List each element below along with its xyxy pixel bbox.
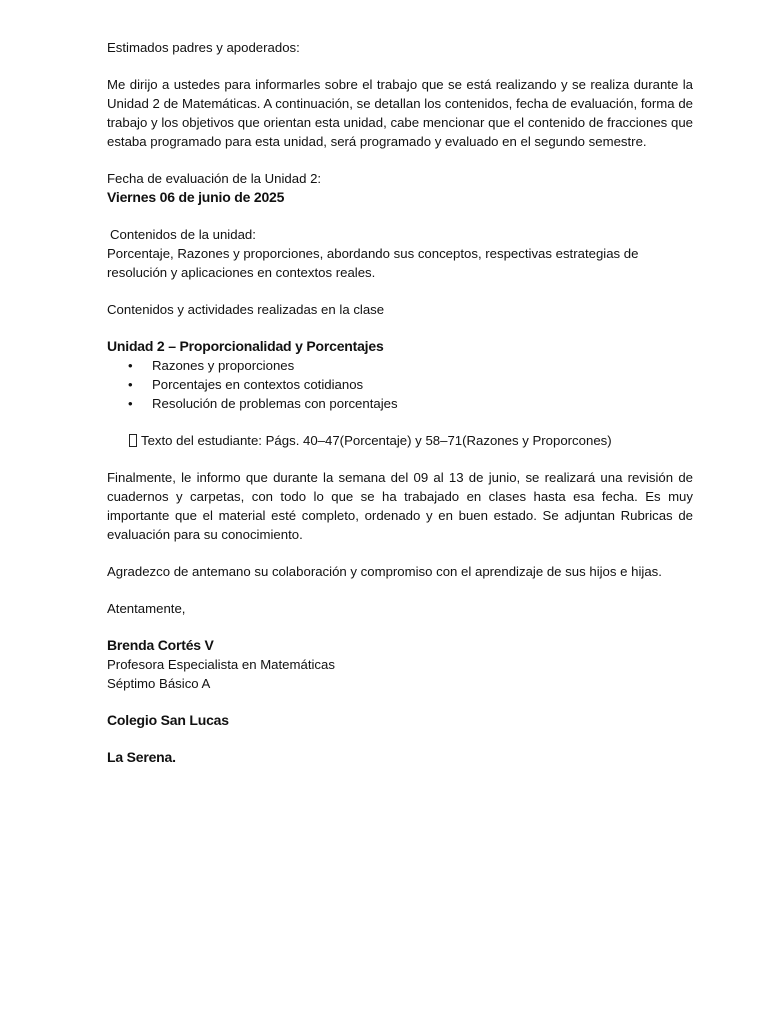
bullet-icon: • <box>128 358 133 373</box>
book-icon <box>129 434 137 447</box>
thanks-paragraph: Agradezco de antemano su colaboración y compromiso con el aprendizaje de sus hijos e hijas. <box>107 564 662 579</box>
topic-text: Porcentajes en contextos cotidianos <box>152 377 364 392</box>
unit-title: Unidad 2 – Proporcionalidad y Porcentajes <box>107 338 384 354</box>
signer-class: Séptimo Básico A <box>107 676 211 691</box>
review-paragraph: Finalmente, le informo que durante la semana del 09 al 13 de junio, se realizará una revisión de cuadernos y carpetas, con todo lo que se ha trabajado en clases hasta esa fecha. Es muy importante que el material esté completo, ordenado y en buen estado. Se adjuntan Rubricas de evaluación para su conocimiento. <box>107 470 693 542</box>
letter-document <box>107 38 693 767</box>
topics-list <box>107 356 693 413</box>
closing: Atentamente, <box>107 601 186 616</box>
signer-name: Brenda Cortés V <box>107 637 214 653</box>
evaluation-label: Fecha de evaluación de la Unidad 2: <box>107 171 322 186</box>
list-item <box>107 394 693 413</box>
greeting: Estimados padres y apoderados: <box>107 40 300 55</box>
list-item <box>107 356 693 375</box>
textbook-line <box>107 431 693 450</box>
signer-role: Profesora Especialista en Matemáticas <box>107 657 335 672</box>
contents-text: Porcentaje, Razones y proporciones, abordando sus conceptos, respectivas estrategias de resolución y aplicaciones en contextos reales. <box>107 246 639 280</box>
intro-paragraph: Me dirijo a ustedes para informarles sobre el trabajo que se está realizando y se realiza durante la Unidad 2 de Matemáticas. A continuación, se detallan los contenidos, fecha de evaluación, forma de trabajo y los objetivos que orientan esta unidad, cabe mencionar que el contenido de fracciones que estaba programado para esta unidad, será programado y evaluado en el segundo semestre. <box>107 77 693 149</box>
list-item <box>107 375 693 394</box>
topic-text: Razones y proporciones <box>152 358 295 373</box>
evaluation-date: Viernes 06 de junio de 2025 <box>107 189 285 205</box>
bullet-icon: • <box>128 396 133 411</box>
topic-text: Resolución de problemas con porcentajes <box>152 396 398 411</box>
contents-label: Contenidos de la unidad: <box>110 227 256 242</box>
school-name: Colegio San Lucas <box>107 712 229 728</box>
textbook-text: Texto del estudiante: Págs. 40–47(Porcentaje) y 58–71(Razones y Proporcones) <box>141 433 612 448</box>
city-name: La Serena. <box>107 749 176 765</box>
bullet-icon: • <box>128 377 133 392</box>
activities-label: Contenidos y actividades realizadas en la clase <box>107 302 385 317</box>
